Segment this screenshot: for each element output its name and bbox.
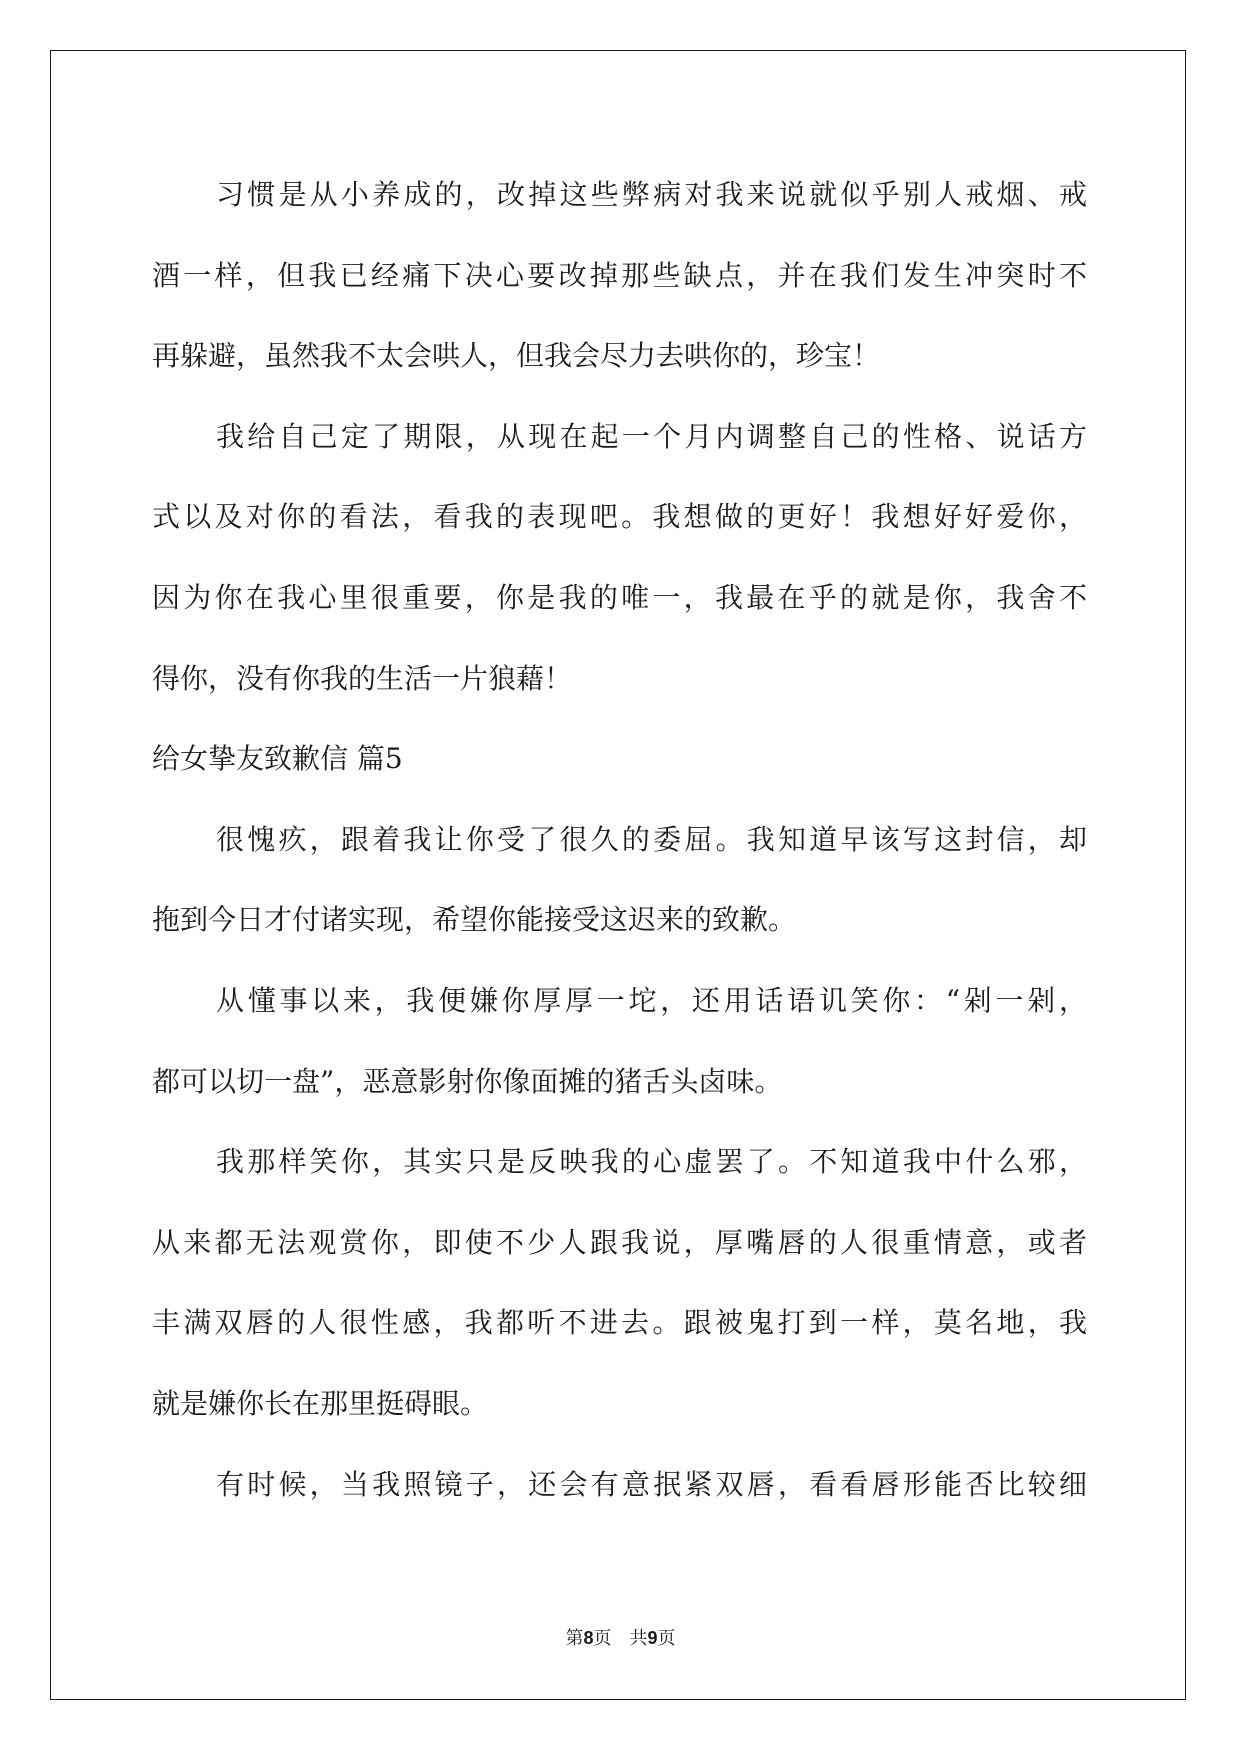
text-line: 从懂事以来，我便嫌你厚厚一坨，还用话语讥笑你：“剁一剁， xyxy=(216,983,1087,1017)
text-line: 式以及对你的看法，看我的表现吧。我想做的更好！我想好好爱你， xyxy=(152,500,1087,534)
footer-total-suffix: 页 xyxy=(657,1628,676,1649)
text-line: 酒一样，但我已经痛下决心要改掉那些缺点，并在我们发生冲突时不 xyxy=(152,258,1087,292)
text-line: 习惯是从小养成的，改掉这些弊病对我来说就似乎别人戒烟、戒 xyxy=(216,178,1087,211)
footer-total-prefix: 共 xyxy=(629,1628,648,1649)
text-line: 因为你在我心里很重要，你是我的唯一，我最在乎的就是你，我舍不 xyxy=(152,580,1087,614)
text-line: 得你，没有你我的生活一片狼藉！ xyxy=(152,661,573,695)
text-line: 很愧疚，跟着我让你受了很久的委屈。我知道早该写这封信，却 xyxy=(216,822,1087,856)
text-line: 拖到今日才付诸实现，希望你能接受这迟来的致歉。 xyxy=(152,903,797,937)
text-line: 丰满双唇的人很性感，我都听不进去。跟被鬼打到一样，莫名地，我 xyxy=(152,1306,1087,1340)
text-line: 再躲避，虽然我不太会哄人，但我会尽力去哄你的，珍宝！ xyxy=(152,339,881,373)
text-line: 就是嫌你长在那里挺碍眼。 xyxy=(152,1386,489,1420)
text-line: 我给自己定了期限，从现在起一个月内调整自己的性格、说话方 xyxy=(216,419,1087,453)
current-page-number: 8 xyxy=(583,1628,594,1648)
footer-page-suffix: 页 xyxy=(593,1628,612,1649)
text-line: 有时候，当我照镜子，还会有意抿紧双唇，看看唇形能否比较细 xyxy=(216,1467,1087,1501)
text-line: 从来都无法观赏你，即使不少人跟我说，厚嘴唇的人很重情意，或者 xyxy=(152,1225,1087,1259)
document-body xyxy=(152,155,1087,1525)
footer-page-prefix: 第 xyxy=(565,1628,584,1649)
total-pages-number: 9 xyxy=(647,1628,658,1648)
text-line: 都可以切一盘”，恶意影射你像面摊的猪舌头卤味。 xyxy=(152,1064,783,1098)
section-heading: 给女挚友致歉信 篇5 xyxy=(152,742,403,776)
text-line: 我那样笑你，其实只是反映我的心虚罢了。不知道我中什么邪， xyxy=(216,1145,1087,1179)
page-footer xyxy=(0,1626,1241,1651)
